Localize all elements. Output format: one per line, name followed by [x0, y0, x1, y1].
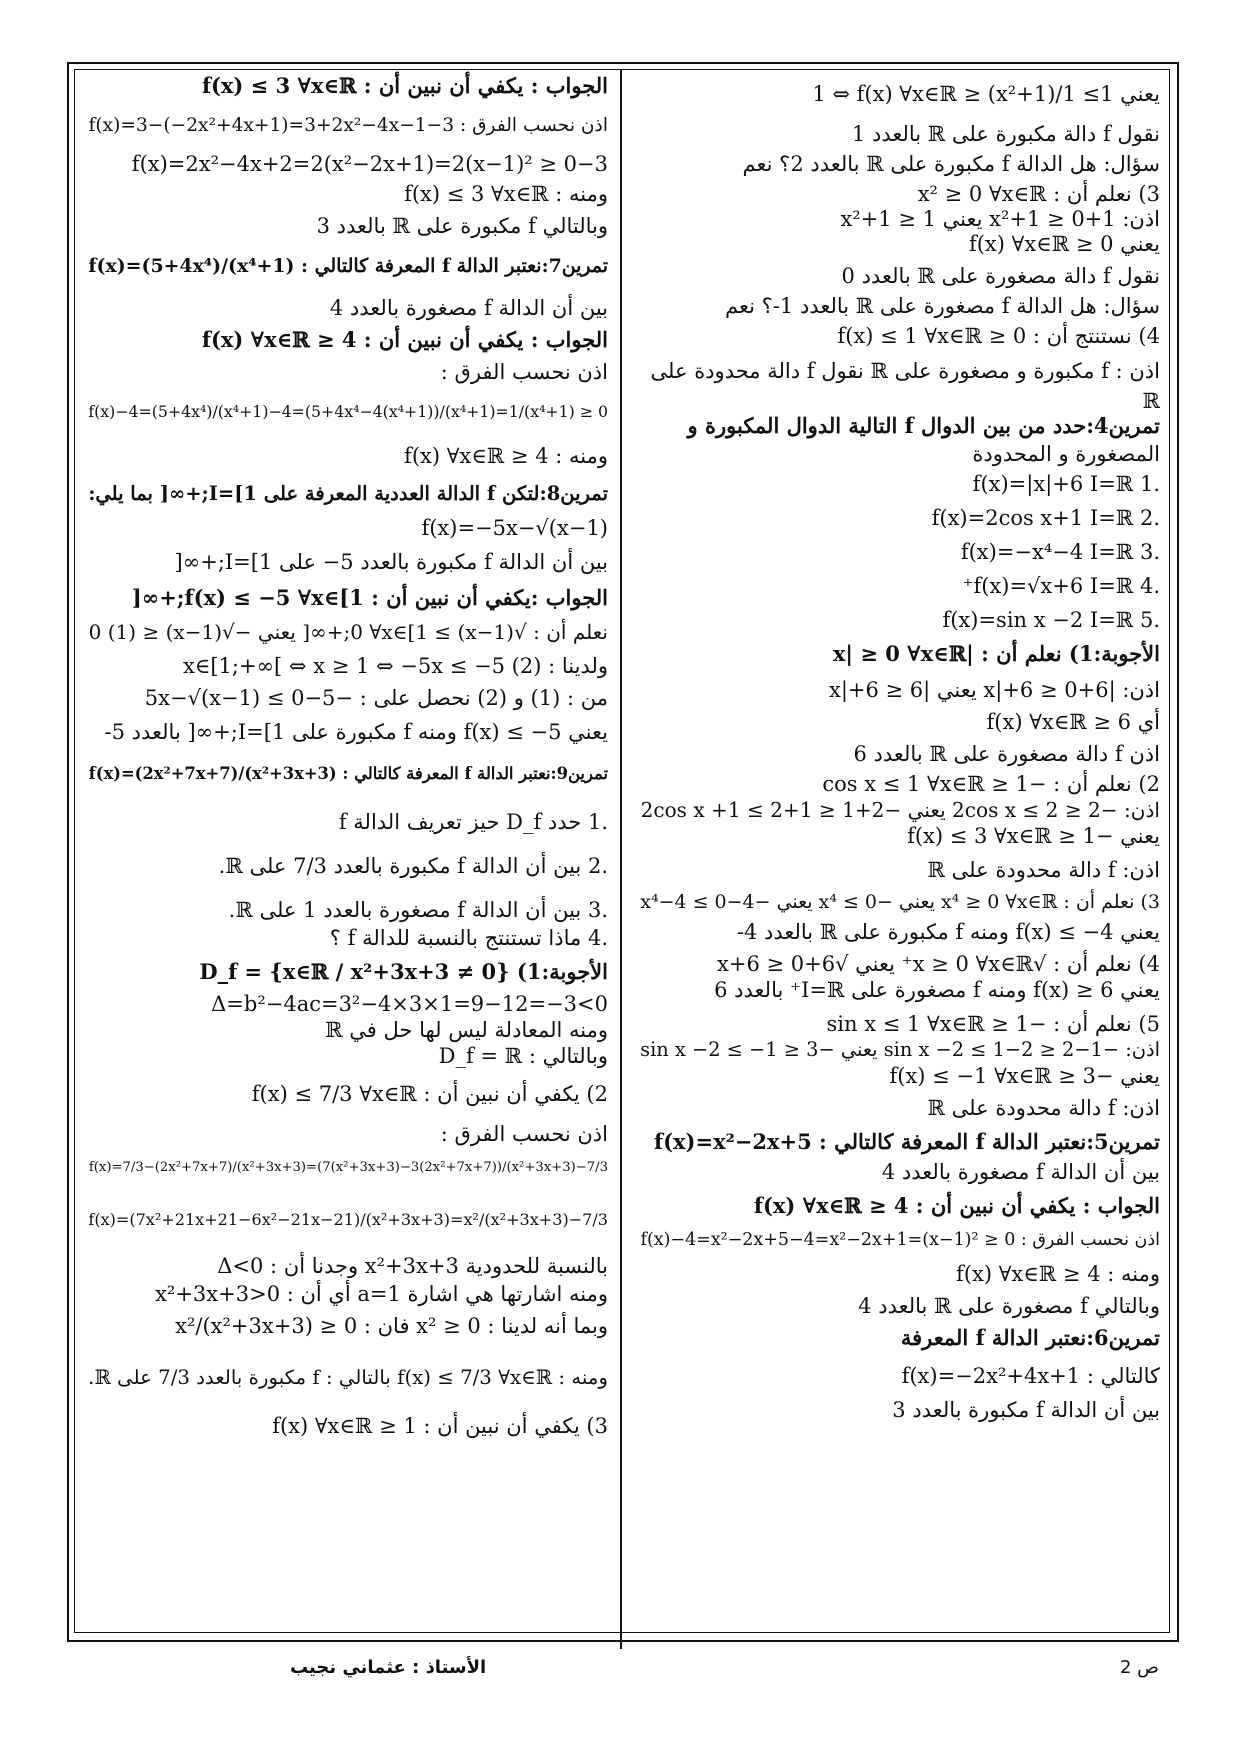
left-column-line: الجواب :يكفي أن نبين أن : f(x) ≤ −5 ∀x∈[1;+∞[: [131, 585, 608, 610]
left-column-line: وبالتالي : D_f = ℝ: [438, 1044, 608, 1068]
right-column-line: اذن : f مكبورة و مصغورة على ℝ نقول f دالة محدودة على: [650, 359, 1160, 383]
right-column-line: .1 f(x)=|x|+6 I=ℝ: [972, 472, 1160, 496]
left-column-line: بالنسبة للحدودية x²+3x+3 وجدنا أن : Δ<0: [217, 1254, 608, 1278]
left-column-line: 3−f(x)=2x²−4x+2=2(x²−2x+1)=2(x−1)² ≥ 0: [131, 152, 608, 176]
left-column-line: .2 بين أن الدالة f مكبورة بالعدد 7/3 على ℝ.: [218, 854, 608, 878]
right-column-line: اذن: f دالة محدودة على ℝ: [927, 858, 1160, 882]
left-column-line: .3 بين أن الدالة f مصغورة بالعدد 1 على ℝ.: [228, 898, 608, 922]
right-column-line: أي 6 ≤ f(x) ∀x∈ℝ: [986, 710, 1160, 734]
right-column-line: وبالتالي f مصغورة على ℝ بالعدد 4: [858, 1294, 1160, 1318]
right-column-line: سؤال: هل الدالة f مكبورة على ℝ بالعدد 2؟ نعم: [742, 152, 1160, 176]
right-column-line: .5 f(x)=sin x −2 I=ℝ: [942, 608, 1160, 632]
left-column-line: ومنه المعادلة ليس لها حل في ℝ: [325, 1018, 608, 1042]
right-column-line: تمرين5:نعتبر الدالة f المعرفة كالتالي : f(x)=x²−2x+5: [654, 1129, 1160, 1154]
right-column-line: كالتالي : f(x)=−2x²+4x+1: [901, 1364, 1160, 1388]
right-column-line: نقول f دالة مكبورة على ℝ بالعدد 1: [851, 122, 1160, 146]
right-column-line: 4) نستنتج أن : 0 ≤ f(x) ≤ 1 ∀x∈ℝ: [837, 324, 1160, 348]
left-column-line: ومنه اشارتها هي اشارة a=1 أي أن : x²+3x+3>0: [155, 1282, 608, 1306]
left-column-line: تمرين9:نعتبر الدالة f المعرفة كالتالي : f(x)=(2x²+7x+7)/(x²+3x+3): [88, 764, 608, 783]
left-column-line: 3) يكفي أن نبين أن : 1 ≤ f(x) ∀x∈ℝ: [272, 1414, 608, 1438]
right-column-line: .3 f(x)=−x⁴−4 I=ℝ: [960, 540, 1160, 564]
left-column-line: Δ=b²−4ac=3²−4×3×1=9−12=−3<0: [211, 992, 608, 1016]
left-column-line: ومنه : f(x) ≤ 3 ∀x∈ℝ: [404, 182, 608, 206]
left-column-line: تمرين8:لتكن f الدالة العددية المعرفة على I=[1;+∞[ بما يلي:: [88, 482, 608, 505]
right-column-line: تمرين4:حدد من بين الدوال f التالية الدوال المكبورة و: [687, 413, 1160, 438]
right-column-line: ومنه : 4 ≤ f(x) ∀x∈ℝ: [956, 1262, 1160, 1286]
right-column-line: يعني 1≥ 1/(x²+1) ≤ 1 ⇔ f(x) ∀x∈ℝ: [812, 82, 1160, 106]
right-column-line: 5) نعلم أن : −1 ≤ sin x ≤ 1 ∀x∈ℝ: [826, 1012, 1160, 1036]
right-column-line: اذن: f دالة محدودة على ℝ: [927, 1096, 1160, 1120]
left-column-line: الجواب : يكفي أن نبين أن : f(x) ≤ 3 ∀x∈ℝ: [201, 73, 608, 98]
right-column-line: المصغورة و المحدودة: [972, 442, 1160, 466]
right-column-line: 4) نعلم أن : √x ≥ 0 ∀x∈ℝ⁺ يعني √x+6 ≥ 0+6: [717, 952, 1160, 976]
left-column-line: تمرين7:نعتبر الدالة f المعرفة كالتالي : f(x)=(5+4x⁴)/(x⁴+1): [88, 255, 608, 277]
left-column-line: f(x)−4=(5+4x⁴)/(x⁴+1)−4=(5+4x⁴−4(x⁴+1))/(x⁴+1)=1/(x⁴+1) ≥ 0: [88, 402, 608, 421]
left-column-line: .1 حدد D_f حيز تعريف الدالة f: [338, 810, 608, 834]
right-column-line: اذن: −1−2 ≤ sin x −2 ≤ 1−2 يعني −3 ≤ sin x −2 ≤ −1: [640, 1038, 1160, 1061]
right-column-line: اذن نحسب الفرق : f(x)−4=x²−2x+5−4=x²−2x+1=(x−1)² ≥ 0: [640, 1230, 1160, 1250]
left-column-line: اذن نحسب الفرق : 3−f(x)=3−(−2x²+4x+1)=3+2x²−4x−1: [88, 115, 608, 136]
left-column-line: 7/3−f(x)=7/3−(2x²+7x+7)/(x²+3x+3)=(7(x²+3x+3)−3(2x²+7x+7))/(x²+3x+3): [88, 1160, 608, 1175]
right-column-line: سؤال: هل الدالة f مصغورة على ℝ بالعدد 1-؟ نعم: [725, 294, 1160, 318]
column-divider: [620, 69, 622, 1649]
left-column-line: اذن نحسب الفرق :: [440, 360, 608, 384]
left-column-line: ولدينا : x∈[1;+∞[ ⇔ x ≥ 1 ⇔ −5x ≤ −5 (2): [182, 654, 608, 678]
right-column-line: اذن: |x|+6 ≥ 0+6 يعني |x|+6 ≥ 6: [828, 678, 1160, 702]
right-column-line: 3) نعلم أن : x² ≥ 0 ∀x∈ℝ: [917, 182, 1160, 206]
left-column-line: ومنه : 4 ≤ f(x) ∀x∈ℝ: [404, 444, 608, 468]
right-column-line: يعني −1 ≤ f(x) ≤ 3 ∀x∈ℝ: [907, 824, 1160, 848]
right-column-line: تمرين6:نعتبر الدالة f المعرفة: [900, 1325, 1160, 1350]
footer-page-number: ص 2: [1120, 1657, 1159, 1678]
left-column-line: اذن نحسب الفرق :: [440, 1122, 608, 1146]
right-column-line: بين أن الدالة f مكبورة بالعدد 3: [892, 1398, 1160, 1422]
right-column-line: اذن: x²+1 ≥ 0+1 يعني x²+1 ≥ 1: [840, 207, 1160, 231]
footer-author: الأستاذ : عثماني نجيب: [290, 1657, 487, 1678]
right-column-line: اذن f دالة مصغورة على ℝ بالعدد 6: [853, 742, 1160, 766]
right-column-line: الأجوبة:1) نعلم أن : |x| ≥ 0 ∀x∈ℝ: [832, 641, 1160, 666]
right-column-line: يعني f(x) ≤ −4 ومنه f مكبورة على ℝ بالعدد 4-: [736, 920, 1160, 944]
left-column-line: f(x)=−5x−√(x−1): [421, 516, 608, 540]
left-column-line: الجواب : يكفي أن نبين أن : 4 ≤ f(x) ∀x∈ℝ: [201, 327, 608, 352]
left-column-line: وبالتالي f مكبورة على ℝ بالعدد 3: [316, 214, 608, 238]
left-column-line: .4 ماذا تستنتج بالنسبة للدالة f ؟: [329, 926, 608, 950]
right-column-line: .2 f(x)=2cos x+1 I=ℝ: [931, 506, 1160, 530]
left-column-line: وبما أنه لدينا : x² ≥ 0 فان : x²/(x²+3x+3) ≥ 0: [175, 1314, 608, 1338]
left-column-line: 7/3−f(x)=(7x²+21x+21−6x²−21x−21)/(x²+3x+3)=x²/(x²+3x+3): [88, 1210, 608, 1229]
left-column-line: الأجوبة:1) D_f = {x∈ℝ / x²+3x+3 ≠ 0}: [199, 959, 608, 984]
left-column-line: ومنه : f(x) ≤ 7/3 ∀x∈ℝ بالتالي : f مكبورة بالعدد 7/3 على ℝ.: [88, 1366, 608, 1389]
right-column-line: يعني 0 ≤ f(x) ∀x∈ℝ: [968, 232, 1160, 256]
right-column-line: يعني −3 ≤ f(x) ≤ −1 ∀x∈ℝ: [889, 1064, 1160, 1088]
right-column-line: اذن: −2 ≤ 2cos x ≤ 2 يعني −2+1 ≤ 2cos x +1 ≤ 2+1: [640, 798, 1160, 822]
right-column-line: 2) نعلم أن : −1 ≤ cos x ≤ 1 ∀x∈ℝ: [822, 772, 1160, 796]
left-column-line: من : (1) و (2) نحصل على : −5x−√(x−1) ≤ 0−5: [144, 686, 608, 710]
right-column-line: ℝ: [1142, 389, 1160, 413]
left-column-line: يعني f(x) ≤ −5 ومنه f مكبورة على I=[1;+∞[ بالعدد 5-: [104, 720, 608, 744]
left-column-line: 2) يكفي أن نبين أن : f(x) ≤ 7/3 ∀x∈ℝ: [251, 1082, 608, 1106]
right-column-line: يعني 6 ≤ f(x) ومنه f مصغورة على I=ℝ⁺ بالعدد 6: [714, 978, 1160, 1002]
right-column-line: .4 f(x)=√x+6 I=ℝ⁺: [962, 574, 1160, 598]
right-column-line: نقول f دالة مصغورة على ℝ بالعدد 0: [841, 264, 1160, 288]
left-column-line: بين أن الدالة f مكبورة بالعدد 5− على I=[1;+∞[: [174, 550, 608, 574]
right-column-line: بين أن الدالة f مصغورة بالعدد 4: [881, 1160, 1160, 1184]
right-column-line: 3) نعلم أن : x⁴ ≥ 0 ∀x∈ℝ يعني −x⁴ ≤ 0 يعني −x⁴−4 ≤ 0−4: [640, 891, 1160, 913]
left-column-line: نعلم أن : √(x−1) ≥ 0 ∀x∈[1;+∞[ يعني −√(x−1) ≤ 0 (1): [88, 620, 608, 644]
right-column-line: الجواب : يكفي أن نبين أن : 4 ≤ f(x) ∀x∈ℝ: [753, 1193, 1160, 1218]
left-column-line: بين أن الدالة f مصغورة بالعدد 4: [329, 296, 608, 320]
